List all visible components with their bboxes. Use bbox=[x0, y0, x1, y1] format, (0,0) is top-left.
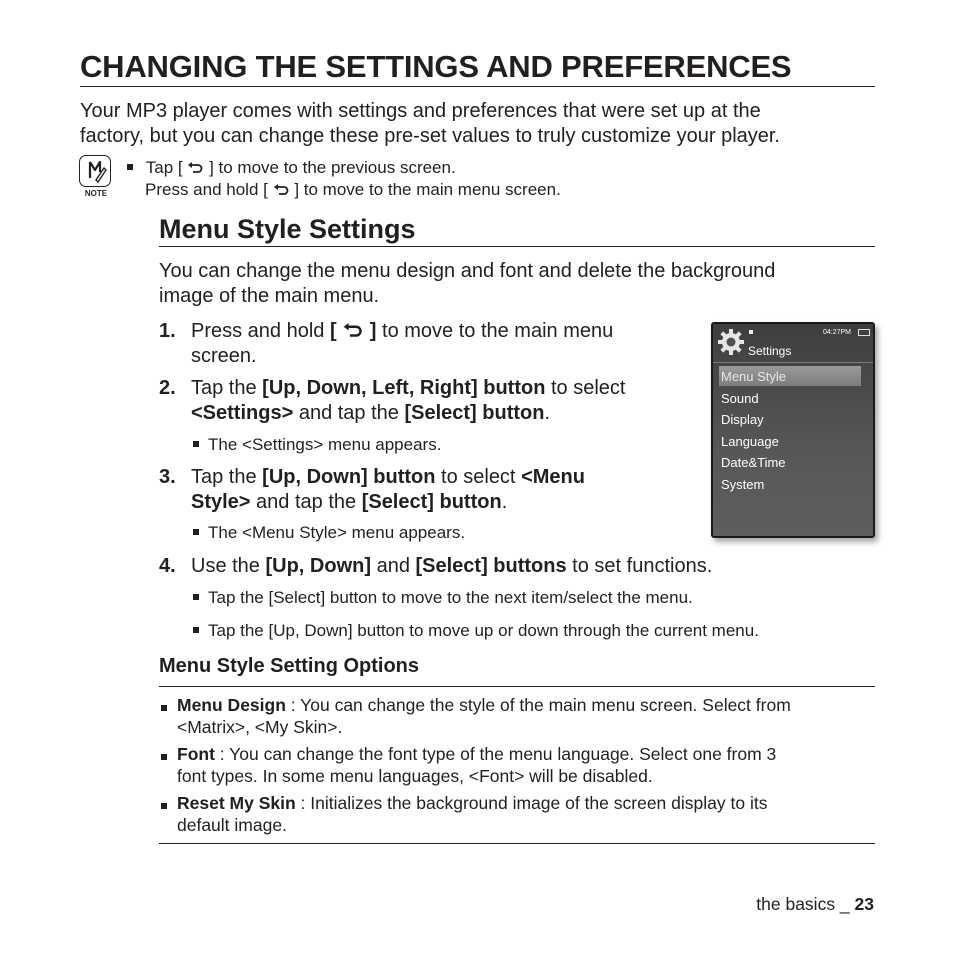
options-title: Menu Style Setting Options bbox=[159, 655, 420, 677]
bullet-square-icon bbox=[193, 594, 199, 600]
step-bold: <Settings> bbox=[191, 402, 294, 424]
option-bullet bbox=[161, 750, 167, 768]
menu-item-system[interactable]: System bbox=[721, 477, 765, 492]
step-number: 2. bbox=[159, 377, 176, 399]
option-term: Menu Design bbox=[177, 695, 286, 715]
bullet-text: The <Settings> menu appears. bbox=[208, 435, 442, 454]
option-desc: : Initializes the background image of the screen display to its bbox=[295, 793, 768, 813]
step-text: to select bbox=[435, 466, 522, 488]
note-line-2 bbox=[145, 179, 561, 201]
option-desc: <Matrix>, <My Skin>. bbox=[177, 717, 343, 737]
step-text: and tap the bbox=[293, 402, 405, 424]
step-1-line-2: screen. bbox=[191, 345, 257, 367]
step-bold: ] bbox=[369, 320, 377, 342]
option-desc: : You can change the font type of the menu language. Select one from 3 bbox=[214, 744, 777, 764]
bullet-square-icon bbox=[127, 164, 133, 170]
title-divider bbox=[80, 86, 875, 87]
device-title: Settings bbox=[748, 344, 792, 358]
step-2-line-2 bbox=[191, 401, 550, 426]
options-divider bbox=[159, 686, 875, 687]
step-text: and bbox=[371, 555, 416, 577]
step-text: . bbox=[501, 491, 508, 513]
status-dot bbox=[749, 330, 753, 334]
step-3-line-2 bbox=[191, 490, 507, 515]
section-intro-line: image of the main menu. bbox=[159, 285, 380, 307]
step-1-line-1 bbox=[191, 319, 613, 344]
gear-icon bbox=[717, 328, 745, 356]
step-text: and tap the bbox=[250, 491, 362, 513]
step-bold: [Up, Down, Left, Right] button bbox=[262, 377, 546, 399]
option-bullet bbox=[161, 701, 167, 719]
menu-item-sound[interactable]: Sound bbox=[721, 391, 759, 406]
option-term: Font bbox=[177, 744, 215, 764]
section-intro bbox=[159, 259, 879, 309]
step-2-line-1 bbox=[191, 376, 625, 401]
step-bold: [Up, Down] bbox=[265, 555, 372, 577]
note-icon bbox=[79, 155, 111, 187]
step-bold: [Select] button bbox=[404, 402, 545, 424]
step-number: 4. bbox=[159, 555, 176, 577]
battery-icon bbox=[858, 329, 870, 336]
page-intro-line: Your MP3 player comes with settings and preferences that were set up at the bbox=[80, 100, 761, 122]
step-number: 3. bbox=[159, 466, 176, 488]
menu-item-date-time[interactable]: Date&Time bbox=[721, 455, 786, 470]
note-text: Tap [ bbox=[145, 158, 183, 177]
menu-item-menu-style[interactable]: Menu Style bbox=[721, 369, 787, 384]
bullet-text: Tap the [Up, Down] button to move up or down through the current menu. bbox=[208, 621, 759, 640]
page-footer bbox=[756, 894, 874, 915]
step-text: to set functions. bbox=[566, 555, 713, 577]
step-4-line-1 bbox=[191, 554, 712, 579]
section-intro-line: You can change the menu design and font and delete the background bbox=[159, 260, 776, 282]
step-text: Tap the bbox=[191, 466, 263, 488]
back-arrow-icon bbox=[187, 162, 204, 174]
step-bold: [Select] buttons bbox=[415, 555, 567, 577]
page-title: CHANGING THE SETTINGS AND PREFERENCES bbox=[80, 49, 792, 84]
bullet-text: The <Menu Style> menu appears. bbox=[208, 523, 466, 542]
step-3-line-1 bbox=[191, 465, 585, 490]
note-text: Press and hold [ bbox=[145, 180, 268, 199]
option-desc: default image. bbox=[177, 815, 287, 835]
menu-item-display[interactable]: Display bbox=[721, 412, 764, 427]
step-text: Press and hold bbox=[191, 320, 330, 342]
option-reset-my-skin bbox=[177, 792, 877, 836]
back-arrow-icon bbox=[273, 184, 290, 196]
device-header bbox=[713, 324, 873, 363]
section-title: Menu Style Settings bbox=[159, 214, 416, 244]
note-text: ] to move to the previous screen. bbox=[209, 158, 456, 177]
step-number: 1. bbox=[159, 320, 176, 342]
option-desc: font types. In some menu languages, <Font> will be disabled. bbox=[177, 766, 653, 786]
device-screen bbox=[711, 322, 875, 538]
step-text: to move to the main menu bbox=[376, 320, 614, 342]
bullet-text: Tap the [Select] button to move to the next item/select the menu. bbox=[208, 588, 693, 607]
note-line-1 bbox=[127, 157, 456, 179]
device-time: 04:27PM bbox=[823, 329, 852, 336]
step-bold: <Menu bbox=[521, 466, 585, 488]
page-intro-line: factory, but you can change these pre-set values to truly customize your player. bbox=[80, 125, 780, 147]
page-number: 23 bbox=[854, 894, 874, 914]
step-text: Use the bbox=[191, 555, 266, 577]
menu-item-language[interactable]: Language bbox=[721, 434, 779, 449]
bullet-square-icon bbox=[193, 441, 199, 447]
step-3-bullet bbox=[193, 522, 465, 544]
step-text: Tap the bbox=[191, 377, 263, 399]
bullet-square-icon bbox=[161, 705, 167, 711]
note-label: NOTE bbox=[84, 189, 108, 198]
bullet-square-icon bbox=[161, 754, 167, 760]
back-arrow-icon bbox=[342, 323, 364, 338]
options-bottom-divider bbox=[159, 843, 875, 844]
option-bullet bbox=[161, 799, 167, 817]
step-bold: [Up, Down] button bbox=[262, 466, 436, 488]
option-menu-design bbox=[177, 694, 877, 738]
step-4-bullet-1 bbox=[193, 587, 693, 609]
page-intro bbox=[80, 99, 880, 149]
step-bold: Style> bbox=[191, 491, 251, 513]
bullet-square-icon bbox=[193, 529, 199, 535]
option-desc: : You can change the style of the main menu screen. Select from bbox=[285, 695, 791, 715]
section-divider bbox=[159, 246, 875, 247]
bullet-square-icon bbox=[193, 627, 199, 633]
bullet-square-icon bbox=[161, 803, 167, 809]
note-text: ] to move to the main menu screen. bbox=[294, 180, 561, 199]
option-font bbox=[177, 743, 877, 787]
step-text: . bbox=[544, 402, 551, 424]
step-text: to select bbox=[545, 377, 626, 399]
footer-text: the basics _ bbox=[756, 894, 855, 914]
step-4-bullet-2 bbox=[193, 620, 759, 642]
step-bold: [ bbox=[329, 320, 337, 342]
option-term: Reset My Skin bbox=[177, 793, 296, 813]
step-2-bullet bbox=[193, 434, 441, 456]
step-bold: [Select] button bbox=[361, 491, 502, 513]
